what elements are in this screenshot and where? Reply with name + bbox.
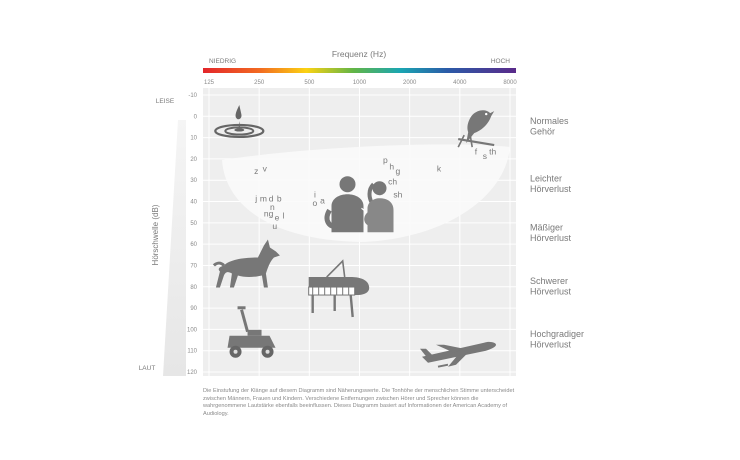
- y-tick-label: 80: [190, 284, 197, 291]
- x-tick-label: 125: [203, 80, 215, 86]
- phoneme-label: ng: [263, 208, 274, 219]
- phoneme-label: f: [474, 146, 478, 157]
- phoneme-label: b: [276, 193, 282, 204]
- phoneme-label: a: [320, 195, 325, 206]
- phoneme-label: z: [254, 165, 259, 176]
- phoneme-label: o: [312, 197, 318, 208]
- phoneme-label: v: [262, 163, 267, 174]
- y-low-label: LEISE: [155, 98, 175, 105]
- x-tick-label: 500: [304, 80, 315, 86]
- y-tick-label: 40: [190, 199, 197, 206]
- y-axis-label: Hörschwelle (dB): [151, 204, 160, 266]
- freq-low-label: NIEDRIG: [209, 58, 237, 65]
- phoneme-label: m: [259, 193, 267, 204]
- y-tick-label: 0: [193, 114, 197, 121]
- phoneme-label: e: [274, 212, 280, 223]
- frequency-spectrum-bar: [203, 68, 516, 73]
- chart-title: Frequenz (Hz): [331, 49, 387, 59]
- y-high-label: LAUT: [138, 365, 156, 372]
- y-tick-label: 100: [186, 327, 197, 334]
- y-tick-label: 20: [190, 156, 197, 163]
- x-tick-label: 8000: [503, 80, 517, 86]
- y-tick-label: 10: [190, 135, 197, 142]
- y-tick-label: 70: [190, 263, 197, 270]
- y-tick-label: 30: [190, 178, 197, 185]
- hearing-level-label: Schwerer Hörverlust: [530, 275, 572, 297]
- y-tick-label: 50: [190, 220, 197, 227]
- phoneme-label: u: [272, 221, 278, 232]
- phoneme-label: h: [389, 161, 395, 172]
- hearing-level-label: Mäßiger Hörverlust: [530, 222, 572, 243]
- phoneme-label: j: [255, 193, 258, 204]
- phoneme-label: i: [313, 189, 316, 200]
- phoneme-label: ch: [388, 176, 398, 187]
- y-tick-label: -10: [188, 93, 197, 99]
- phoneme-label: g: [395, 165, 401, 176]
- hearing-level-label: Hochgradiger Hörverlust: [530, 329, 585, 350]
- phoneme-label: s: [482, 150, 487, 161]
- phoneme-label: d: [268, 193, 274, 204]
- x-tick-label: 2000: [402, 80, 417, 86]
- phoneme-label: sh: [393, 189, 403, 200]
- phoneme-label: p: [383, 155, 388, 166]
- footnote: Die Einstufung der Klänge auf diesem Diagramm sind Näherungswerte. Die Tonhöhe der menschlichen Stimme unterscheidet zwischen Männern, Frauen und Kindern. Verschiedene Entfernungen zwischen Hörer und Sprecher können die wahrgenommene Lautstärke ebenfalls beeinflussen. Dieses Diagramm basiert auf Informationen der American Academy of Audiology.: [203, 388, 515, 417]
- y-tick-label: 90: [190, 306, 197, 313]
- y-tick-label: 120: [186, 370, 197, 376]
- hearing-level-label: Leichter Hörverlust: [530, 173, 572, 194]
- y-tick-label: 110: [187, 348, 197, 355]
- x-tick-label: 250: [254, 80, 265, 86]
- phoneme-label: th: [489, 146, 497, 157]
- loudness-wedge: [163, 120, 186, 376]
- freq-high-label: HOCH: [490, 58, 510, 65]
- y-tick-label: 60: [190, 242, 197, 249]
- phoneme-label: k: [436, 163, 442, 174]
- x-tick-label: 1000: [352, 80, 367, 86]
- phoneme-label: l: [282, 210, 285, 221]
- hearing-level-label: Normales Gehör: [530, 115, 569, 137]
- phoneme-label: n: [269, 202, 275, 213]
- x-tick-label: 4000: [453, 80, 467, 86]
